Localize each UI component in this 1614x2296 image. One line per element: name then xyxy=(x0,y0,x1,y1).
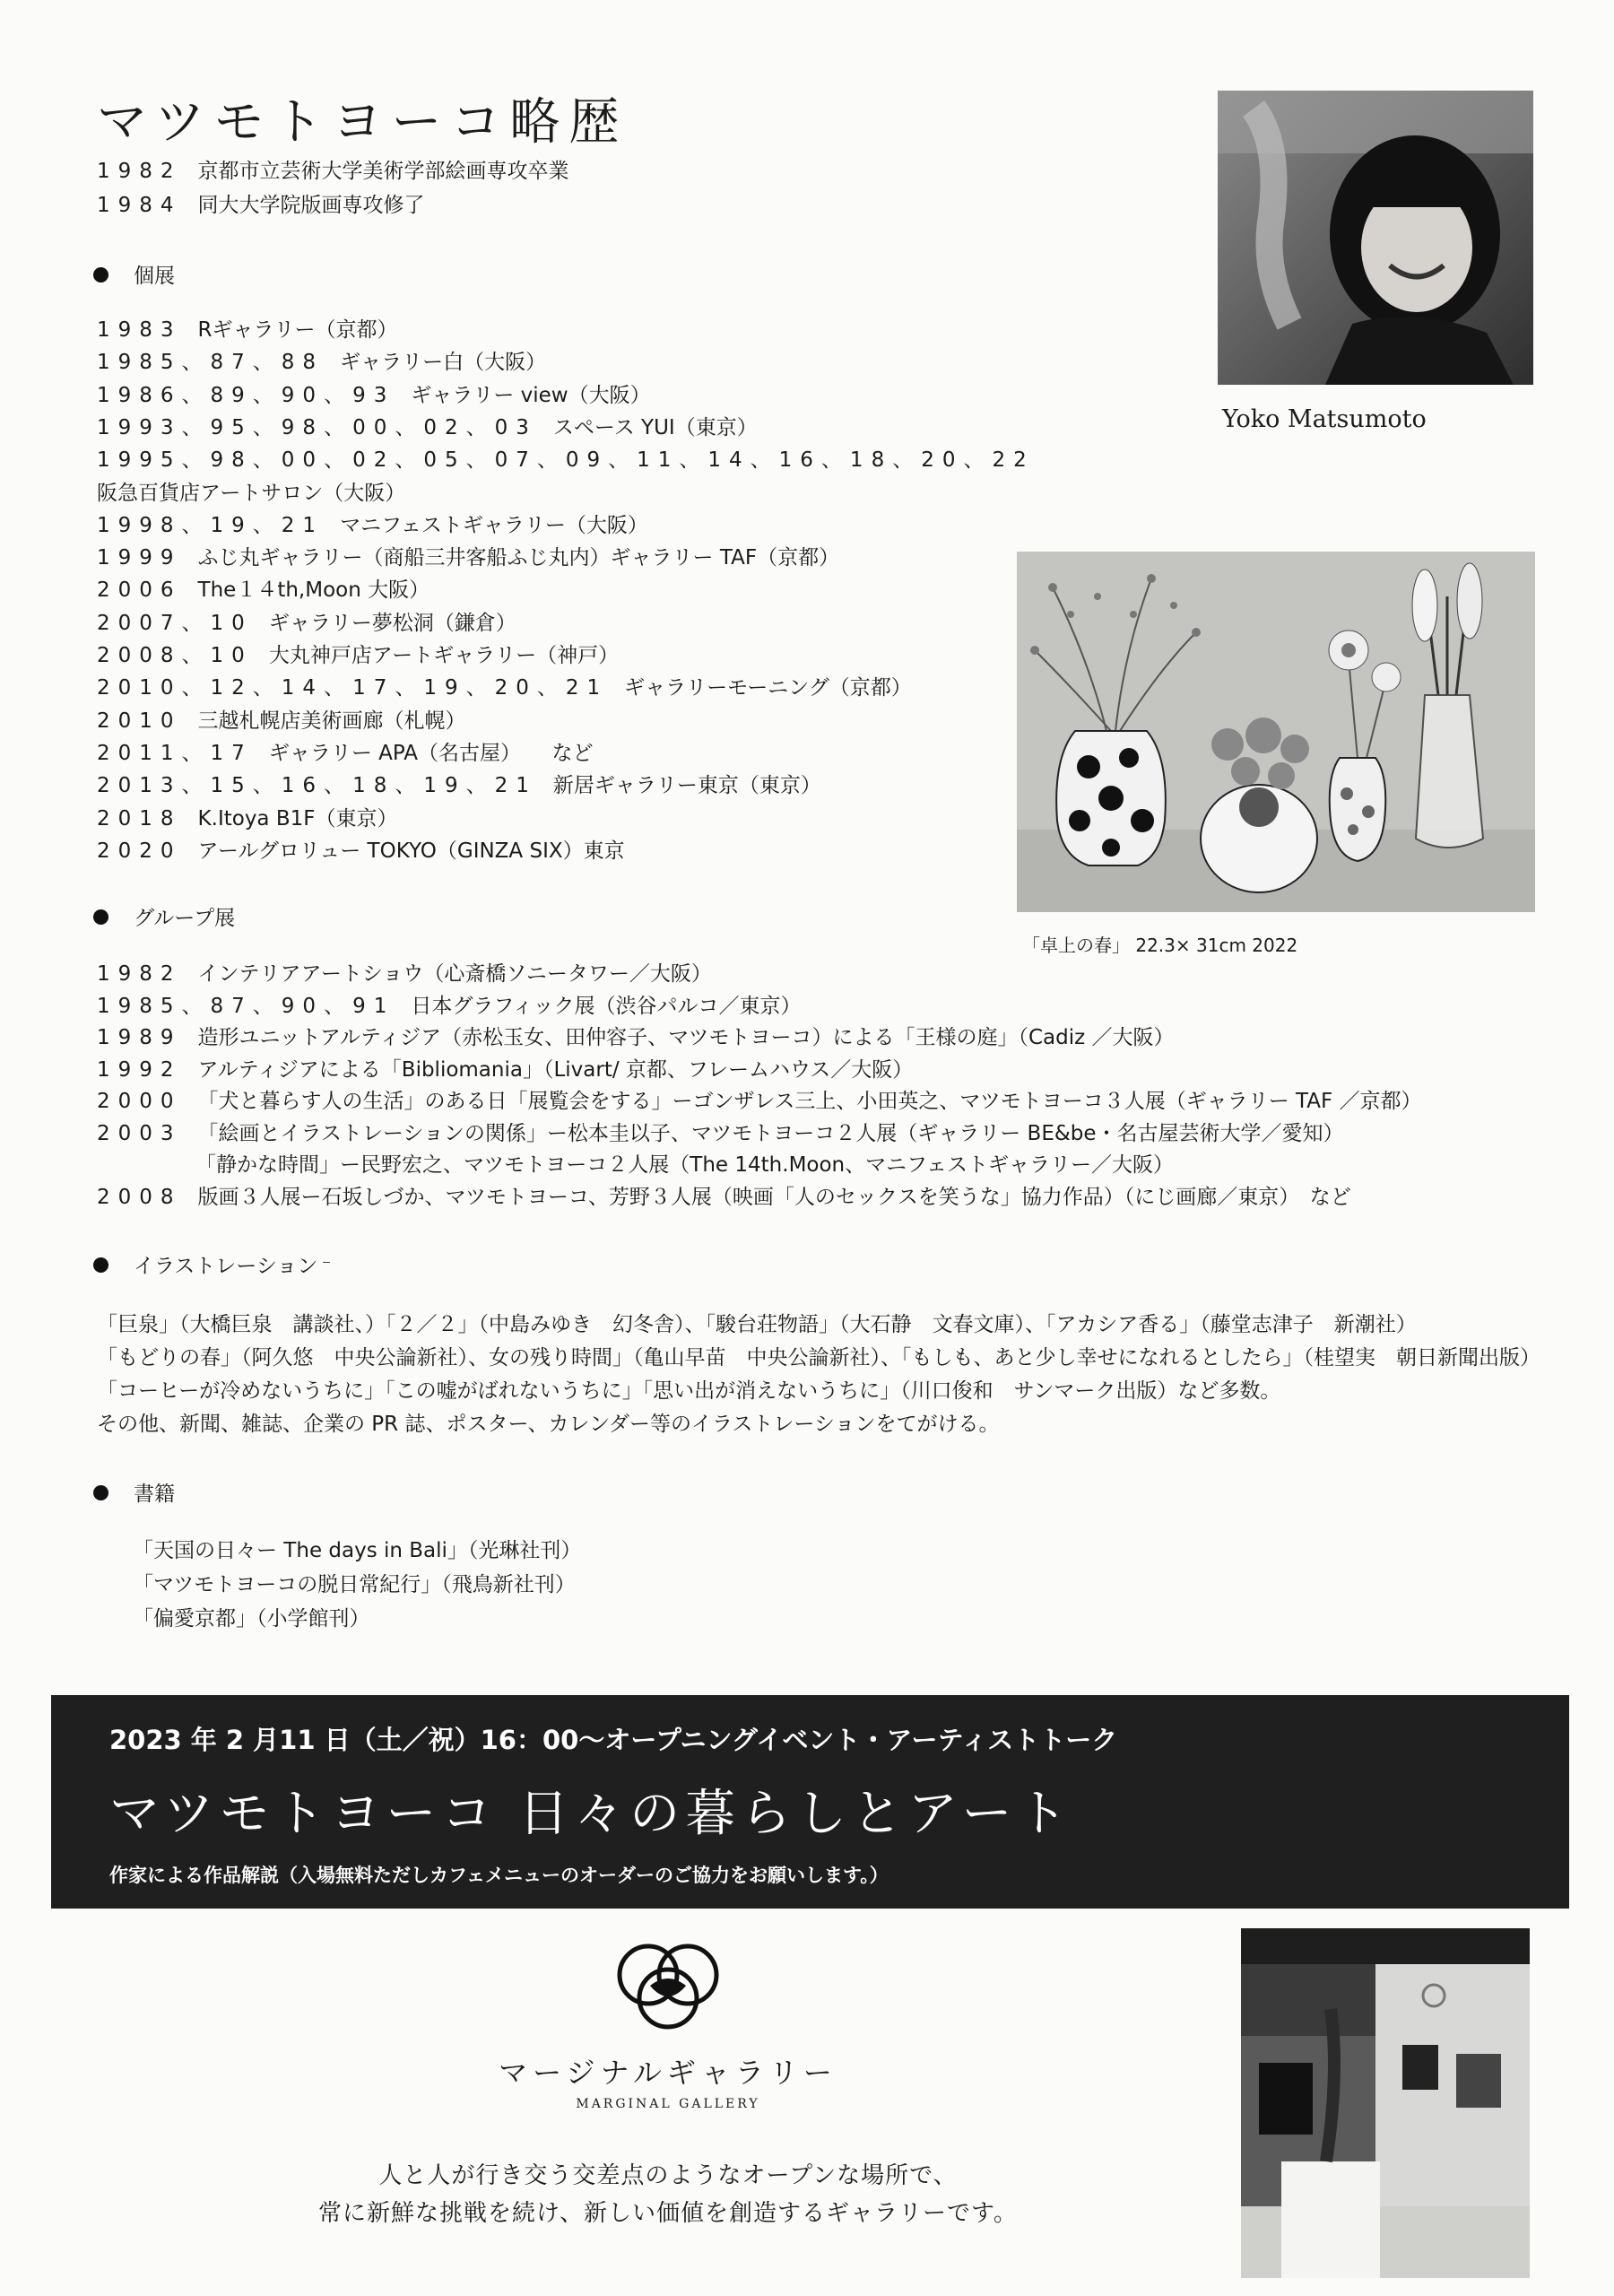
exhibition-year: 2020 xyxy=(97,839,182,863)
artwork-image xyxy=(1017,552,1535,912)
exhibition-year: 2008 xyxy=(97,1185,182,1209)
exhibition-year: 1998、19、21 xyxy=(97,513,325,537)
section-heading-illustration xyxy=(93,1249,317,1279)
exhibition-year: 2013、15、16、18、19、21 xyxy=(97,774,537,798)
event-note: 作家による作品解説（入場無料ただしカフェメニューのオーダーのご協力をお願いします。） xyxy=(109,1865,889,1886)
event-banner xyxy=(51,1695,1569,1909)
exhibition-text: 三越札幌店美術画廊（札幌） xyxy=(197,709,466,733)
exhibition-text: 「犬と暮らす人の生活」のある日「展覧会をする」ーゴンザレス三上、小田英之、マツモトヨーコ３人展（ギャラリー TAF ／京都） xyxy=(197,1090,1422,1113)
section-heading-books xyxy=(93,1477,175,1507)
event-title: マツモトヨーコ 日々の暮らしとアート xyxy=(109,1785,1073,1843)
bullet-dot-icon xyxy=(93,909,108,925)
education-row xyxy=(97,196,425,216)
exhibition-row xyxy=(97,678,912,699)
exhibition-text: K.Itoya B1F（東京） xyxy=(197,806,398,831)
bullet-dot-icon xyxy=(93,1485,108,1500)
event-date-line: 2023 年 2 月11 日（土／祝）16：00〜オープニングイベント・アーティストトーク xyxy=(109,1725,1118,1755)
exhibition-row xyxy=(97,580,430,601)
exhibition-text: スペース YUI（東京） xyxy=(552,415,758,439)
gallery-tagline: 常に新鮮な挑戦を続け、新しい価値を創造するギャラリーです。 xyxy=(318,2200,1018,2227)
illustration-line: 「もどりの春」（阿久悠 中央公論新社）、女の残り時間」（亀山早苗 中央公論新社）、「もしも、あと少し幸せになれるとしたら」（桂望実 朝日新聞出版） xyxy=(97,1346,1540,1370)
exhibition-row xyxy=(97,996,802,1017)
bullet-dot-icon xyxy=(93,1257,108,1273)
exhibition-year: 2010 xyxy=(97,709,182,733)
exhibition-year: 1993、95、98、00、02、03 xyxy=(97,415,537,439)
exhibition-text: アールグロリュー TOKYO（GINZA SIX）東京 xyxy=(197,839,625,863)
exhibition-year: 2003 xyxy=(97,1121,182,1145)
exhibition-text: 阪急百貨店アートサロン（大阪） xyxy=(97,481,406,505)
section-heading-label: 個展 xyxy=(134,265,175,288)
exhibition-row xyxy=(97,1091,1422,1112)
exhibition-year: 2018 xyxy=(97,806,182,831)
section-heading-group xyxy=(93,901,235,931)
section-heading-label: 書籍 xyxy=(134,1483,175,1506)
artist-portrait xyxy=(1218,91,1533,385)
exhibition-row xyxy=(97,513,648,537)
illustration-line: 「巨泉」（大橋巨泉 講談社、）「２／２」（中島みゆき 幻冬舎）、「駿台荘物語」（大石静 文春文庫）、「アカシア香る」（藤堂志津子 新潮社） xyxy=(97,1313,1417,1336)
artwork-caption: 「卓上の春」 22.3× 31cm 2022 xyxy=(1022,935,1298,956)
section-heading-solo xyxy=(93,259,175,289)
exhibition-row xyxy=(97,806,398,831)
exhibition-row xyxy=(97,483,405,504)
exhibition-text: ギャラリー白（大阪） xyxy=(340,351,547,375)
exhibition-year: 1983 xyxy=(97,318,182,342)
exhibition-text: ギャラリー view（大阪） xyxy=(411,383,651,407)
exhibition-text: 新居ギャラリー東京（東京） xyxy=(552,774,821,798)
exhibition-row xyxy=(97,320,398,341)
exhibition-year: 2011、17 xyxy=(97,741,253,765)
education-row xyxy=(97,161,569,182)
book-title: 「偏愛京都」（小学館刊） xyxy=(133,1607,370,1631)
exhibition-row xyxy=(97,548,839,569)
exhibition-year: 2000 xyxy=(97,1090,182,1113)
exhibition-row xyxy=(195,1155,1174,1176)
gallery-logo-icon xyxy=(605,1935,731,2034)
exhibition-text: 「絵画とイラストレーションの関係」ー松本圭以子、マツモトヨーコ２人展（ギャラリー BE&be・名古屋芸術大学／愛知） xyxy=(197,1121,1344,1145)
exhibition-row xyxy=(97,841,625,862)
exhibition-year: 1995、98、00、02、05、07、09、11、14、16、18、20、22 xyxy=(97,448,1035,473)
portrait-caption: Yoko Matsumoto xyxy=(1222,405,1427,433)
exhibition-row xyxy=(97,352,546,373)
exhibition-text: 造形ユニットアルティジア（赤松玉女、田仲容子、マツモトヨーコ）による「王様の庭」（Cadiz ／大阪） xyxy=(197,1026,1175,1049)
gallery-name: マージナルギャラリー xyxy=(499,2056,837,2090)
section-heading-label: グループ展 xyxy=(134,907,236,930)
exhibition-text: インテリアアートショウ（心斎橋ソニータワー／大阪） xyxy=(197,962,712,986)
exhibition-text: 日本グラフィック展（渋谷パルコ／東京） xyxy=(411,994,802,1018)
education-year: 1982 xyxy=(97,160,182,183)
exhibition-year: 2007、10 xyxy=(97,611,253,635)
exhibition-row xyxy=(97,741,594,765)
exhibition-year: 1992 xyxy=(97,1057,182,1082)
exhibition-row xyxy=(97,776,821,796)
book-title: 「マツモトヨーコの脱日常紀行」（飛鳥新社刊） xyxy=(133,1573,576,1596)
section-heading-label: イラストレーション xyxy=(134,1255,318,1278)
education-text: 京都市立芸術大学美術学部絵画専攻卒業 xyxy=(197,160,569,183)
gallery-name-en: MARGINAL GALLERY xyxy=(576,2097,760,2111)
bullet-dot-icon xyxy=(93,267,108,283)
exhibition-text: ギャラリー APA（名古屋） など xyxy=(268,741,594,765)
gallery-tagline: 人と人が行き交う交差点のようなオープンな場所で、 xyxy=(378,2162,958,2189)
exhibition-row xyxy=(97,613,516,634)
exhibition-row xyxy=(97,450,1051,471)
exhibition-year: 1989 xyxy=(97,1026,182,1049)
exhibition-year: 1986、89、90、93 xyxy=(97,383,395,407)
exhibition-year: 2006 xyxy=(97,578,182,603)
education-year: 1984 xyxy=(97,194,182,217)
exhibition-text: マニフェストギャラリー（大阪） xyxy=(340,513,648,537)
exhibition-text: ギャラリー夢松洞（鎌倉） xyxy=(268,611,516,635)
divider xyxy=(323,1262,330,1263)
exhibition-row xyxy=(97,383,651,407)
exhibition-row xyxy=(97,415,758,439)
exhibition-year: 1982 xyxy=(97,962,182,986)
gallery-interior-photo xyxy=(1241,1928,1530,2278)
exhibition-text: ふじ丸ギャラリー（商船三井客船ふじ丸内）ギャラリー TAF（京都） xyxy=(197,546,840,570)
illustration-line: 「コーヒーが冷めないうちに」「この嘘がばれないうちに」「思い出が消えないうちに」（川口俊和 サンマーク出版）など多数。 xyxy=(97,1379,1281,1403)
exhibition-row xyxy=(97,646,619,666)
exhibition-year: 1985、87、90、91 xyxy=(97,994,395,1018)
exhibition-row xyxy=(97,1187,1351,1208)
exhibition-text: 「静かな時間」ー民野宏之、マツモトヨーコ２人展（The 14th.Moon、マニフェストギャラリー／大阪） xyxy=(195,1153,1174,1177)
exhibition-row xyxy=(97,1028,1175,1048)
exhibition-row xyxy=(97,1057,914,1082)
exhibition-year: 2008、10 xyxy=(97,644,253,667)
exhibition-text: 大丸神戸店アートギャラリー（神戸） xyxy=(268,644,620,667)
exhibition-row xyxy=(97,711,466,732)
book-title: 「天国の日々ー The days in Bali」（光琳社刊） xyxy=(133,1539,582,1562)
education-text: 同大大学院版画専攻修了 xyxy=(197,194,425,217)
exhibition-text: アルティジアによる「Bibliomania」（Livart/ 京都、フレームハウス／大阪） xyxy=(197,1057,914,1082)
exhibition-row xyxy=(97,1121,1344,1145)
exhibition-year: 2010、12、14、17、19、20、21 xyxy=(97,676,609,700)
page-title: マツモトヨーコ略歴 xyxy=(97,93,629,152)
exhibition-row xyxy=(97,964,712,985)
exhibition-text: ギャラリーモーニング（京都） xyxy=(624,676,912,700)
exhibition-year: 1985、87、88 xyxy=(97,351,325,375)
illustration-line: その他、新聞、雑誌、企業の PR 誌、ポスター、カレンダー等のイラストレーションをてがける。 xyxy=(97,1413,1000,1436)
exhibition-year: 1999 xyxy=(97,546,182,570)
exhibition-text: 版画３人展ー石坂しづか、マツモトヨーコ、芳野３人展（映画「人のセックスを笑うな」協力作品）（にじ画廊／東京） など xyxy=(197,1185,1351,1209)
exhibition-text: The１４th,Moon 大阪） xyxy=(197,578,430,603)
exhibition-text: Rギャラリー（京都） xyxy=(197,318,398,342)
